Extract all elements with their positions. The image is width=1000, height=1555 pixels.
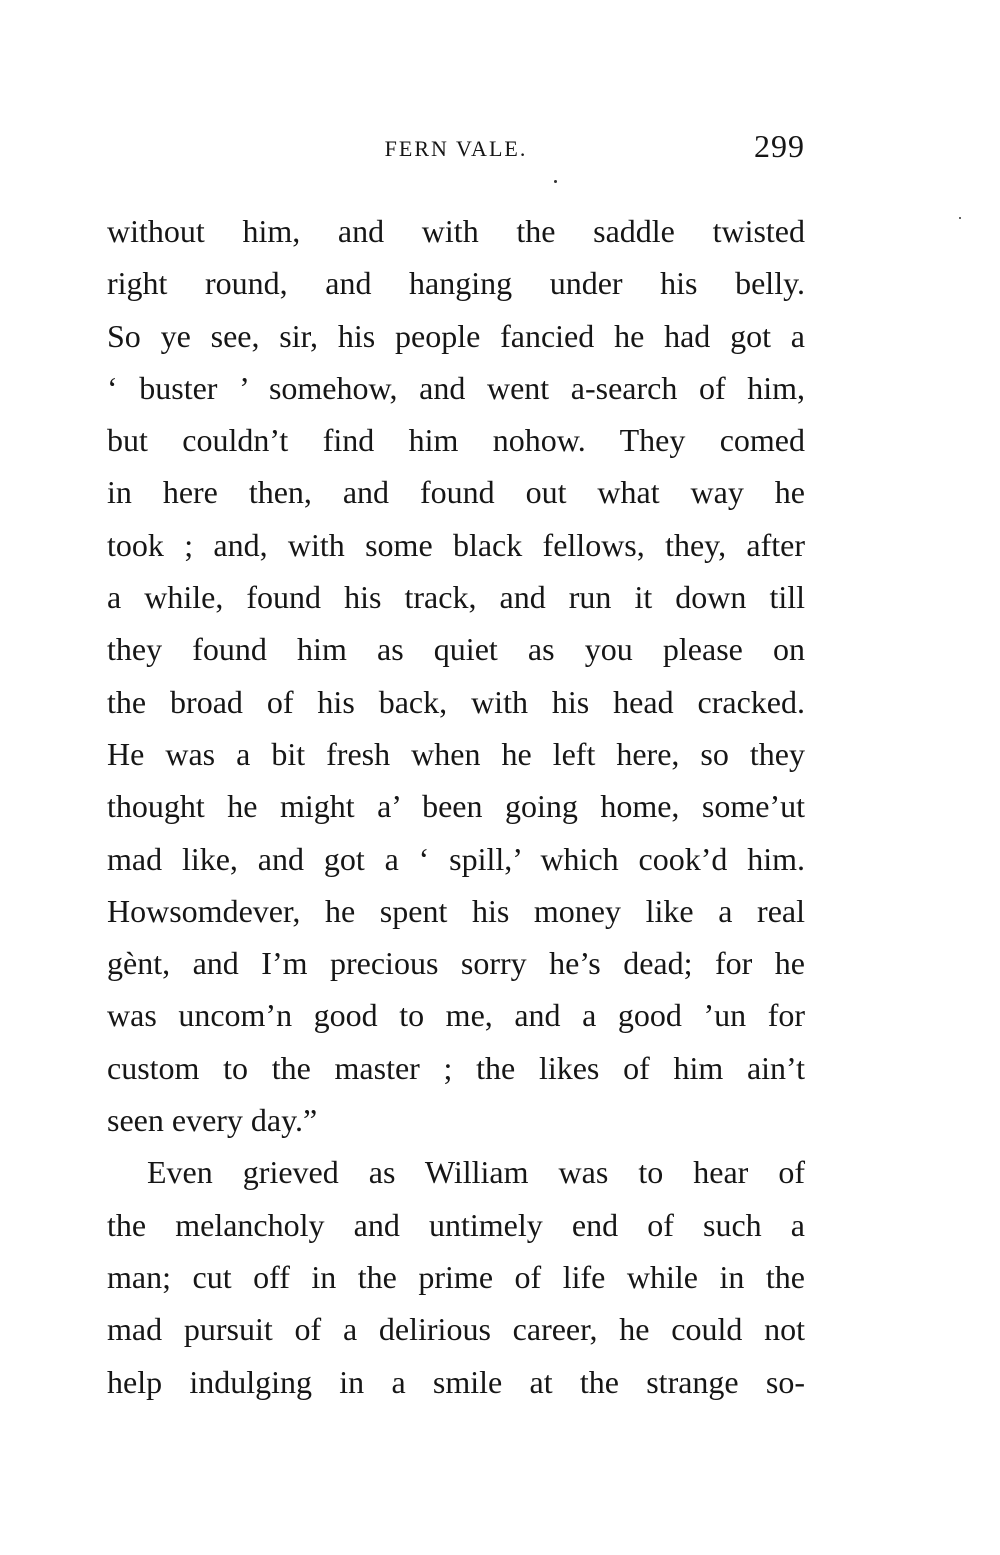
running-header: [107, 128, 805, 168]
text-line: help indulging in a smile at the strange so-: [107, 1363, 805, 1400]
ink-speck: [554, 180, 557, 183]
running-title: FERN VALE.: [384, 136, 528, 161]
text-line: the melancholy and untimely end of such a: [107, 1206, 805, 1243]
text-line: they found him as quiet as you please on: [107, 631, 805, 668]
ink-speck: [959, 217, 961, 219]
text-line: was uncom’n good to me, and a good ’un for: [107, 997, 805, 1034]
text-line: took ; and, with some black fellows, they, after: [107, 526, 805, 563]
text-line: Howsomdever, he spent his money like a real: [107, 892, 805, 929]
text-line: seen every day.”: [107, 1102, 318, 1139]
text-line: mad pursuit of a delirious career, he could not: [107, 1311, 805, 1348]
body-text: [107, 205, 805, 1408]
page-number: 299: [754, 128, 805, 164]
text-line: man; cut off in the prime of life while in the: [107, 1258, 805, 1295]
text-line: custom to the master ; the likes of him ain’t: [107, 1049, 805, 1086]
text-line: ‘ buster ’ somehow, and went a-search of him,: [107, 369, 805, 406]
text-line: mad like, and got a ‘ spill,’ which cook’d him.: [107, 840, 805, 877]
text-line: but couldn’t find him nohow. They comed: [107, 422, 805, 459]
text-line: in here then, and found out what way he: [107, 474, 805, 511]
text-line: right round, and hanging under his belly.: [107, 265, 805, 302]
text-line: a while, found his track, and run it down till: [107, 579, 805, 616]
text-line: He was a bit fresh when he left here, so they: [107, 735, 805, 772]
text-line: Even grieved as William was to hear of: [147, 1154, 805, 1191]
text-line: gènt, and I’m precious sorry he’s dead; for he: [107, 945, 805, 982]
text-line: the broad of his back, with his head cracked.: [107, 683, 805, 720]
text-line: thought he might a’ been going home, some’ut: [107, 788, 805, 825]
text-line: without him, and with the saddle twisted: [107, 213, 805, 249]
text-line: So ye see, sir, his people fancied he had got a: [107, 317, 805, 354]
